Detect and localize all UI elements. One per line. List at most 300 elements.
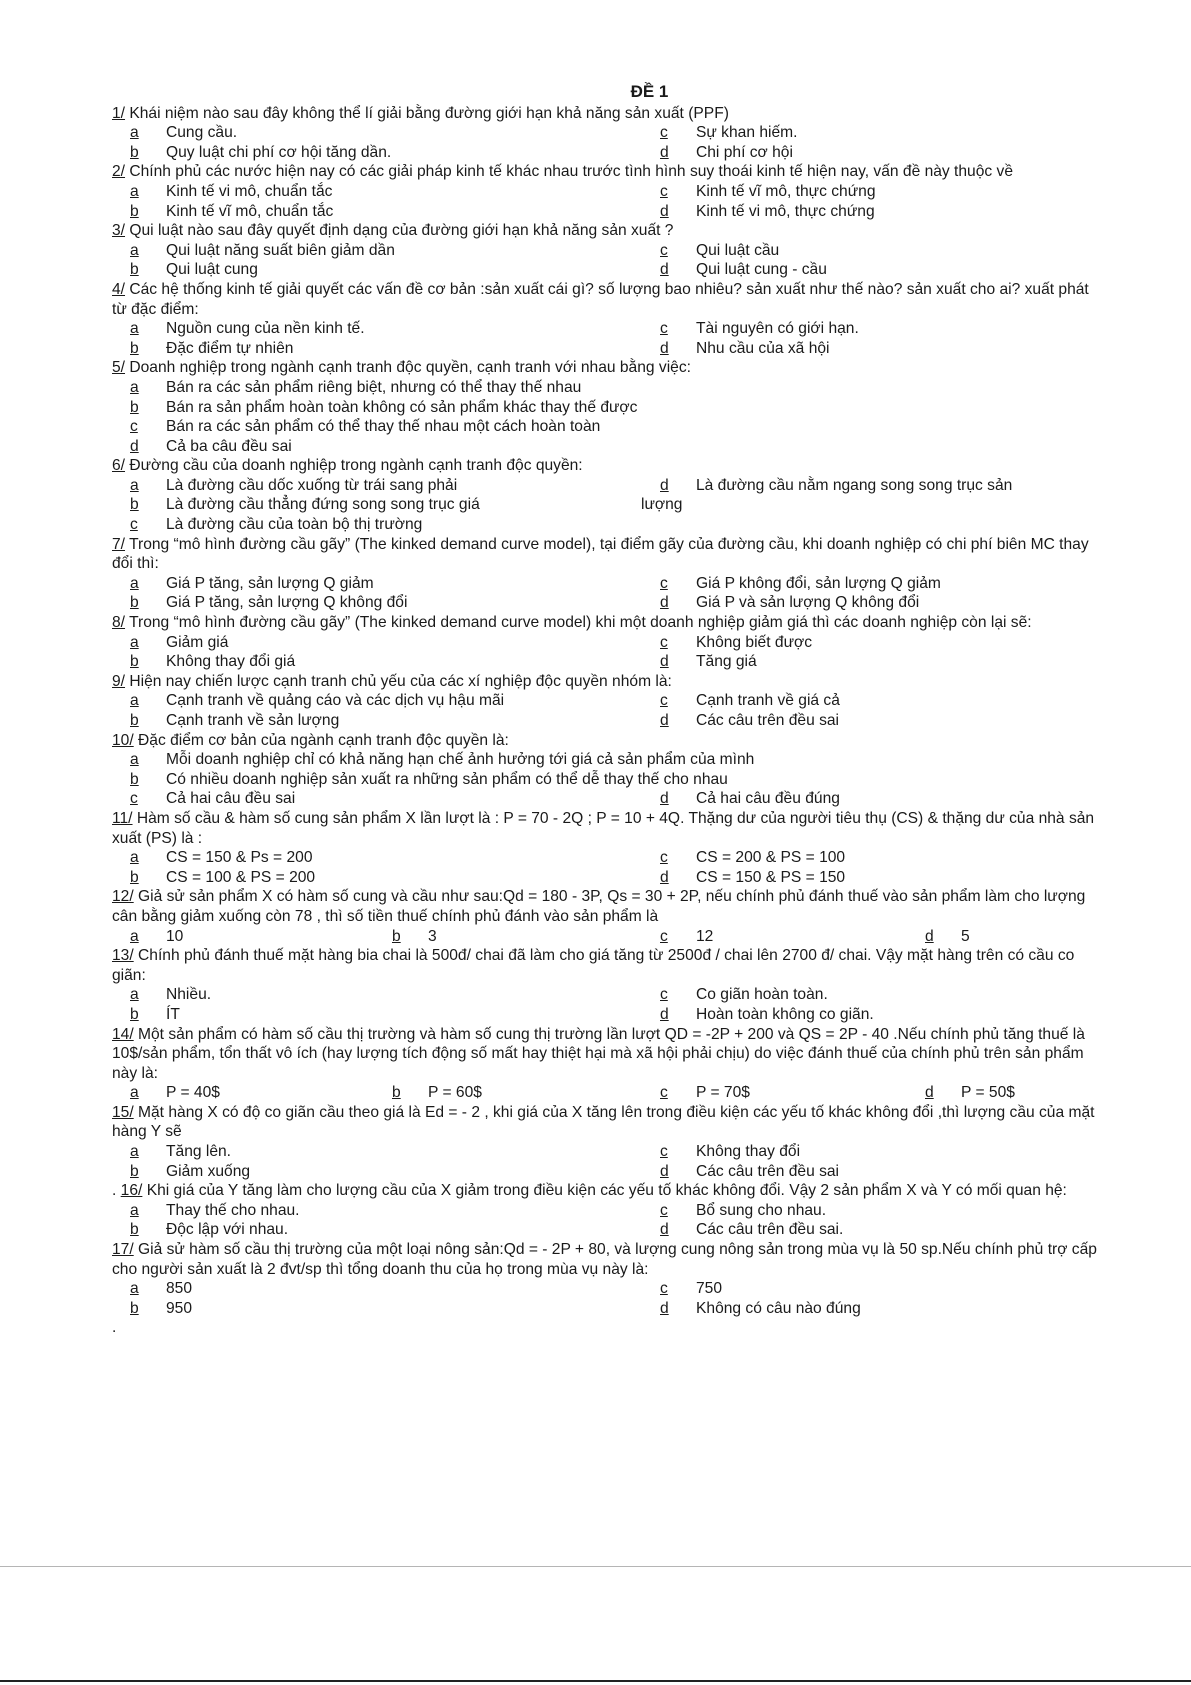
option-text: P = 40$: [166, 1084, 220, 1102]
exam-document: [112, 82, 1107, 1338]
option-d: [660, 202, 875, 222]
option-c: [660, 1142, 800, 1162]
question-number: 4/: [112, 280, 126, 298]
question-stem: [112, 809, 1107, 848]
option-d: [660, 593, 919, 613]
option-b: [130, 1162, 250, 1182]
option-letter: b: [130, 1005, 139, 1023]
option-row: [112, 868, 1107, 888]
option-d: [660, 711, 839, 731]
option-letter: b: [130, 770, 139, 788]
option-d: [660, 1220, 843, 1240]
option-letter: c: [660, 692, 668, 710]
option-letter: d: [660, 1299, 669, 1317]
option-d: [660, 476, 1012, 496]
option-letter: a: [130, 751, 139, 769]
question-number: 7/: [112, 535, 126, 553]
option-letter: d: [660, 1162, 669, 1180]
stem-prefix: .: [112, 1182, 121, 1200]
question-number: 12/: [112, 888, 134, 906]
option-row: [112, 633, 1107, 653]
option-d: [660, 868, 845, 888]
option-text: P = 60$: [428, 1084, 482, 1102]
option-text: 850: [166, 1280, 193, 1298]
option-a: [130, 574, 374, 594]
option-letter: a: [130, 182, 139, 200]
option-letter: d: [660, 261, 669, 279]
option-letter: a: [130, 320, 139, 338]
option-row: [112, 848, 1107, 868]
option-text: Bán ra các sản phẩm riêng biệt, nhưng có thể thay thế nhau: [166, 378, 582, 396]
option-letter: a: [130, 378, 139, 396]
option-text: Là đường cầu thẳng đứng song song trục giá: [166, 496, 480, 514]
option-row: [112, 417, 1107, 437]
option-letter: d: [660, 1221, 669, 1239]
option-a: [130, 691, 504, 711]
option-row: [112, 1299, 1107, 1319]
option-letter: d: [660, 790, 669, 808]
option-b: [130, 868, 315, 888]
option-text: Là đường cầu nằm ngang song song trục sản: [696, 476, 1013, 494]
option-c: [660, 1279, 722, 1299]
option-letter: b: [130, 868, 139, 886]
question-text: Đường cầu của doanh nghiệp trong ngành cạnh tranh độc quyền:: [125, 457, 583, 475]
option-text: Là đường cầu của toàn bộ thị trường: [166, 516, 423, 534]
option-text: Cạnh tranh về sản lượng: [166, 712, 340, 729]
option-b: [130, 711, 339, 731]
question-text: Chính phủ các nước hiện nay có các giải pháp kinh tế khác nhau trước tình hình suy thoái kinh tế hiện nay, vấn đề này thuộc về: [125, 163, 1013, 181]
option-letter: d: [660, 202, 669, 220]
option-letter: a: [130, 986, 139, 1004]
option-c: [660, 1201, 826, 1221]
option-text: Đặc điểm tự nhiên: [166, 339, 294, 357]
option-text: CS = 100 & PS = 200: [166, 868, 316, 886]
option-text: Không biết được: [696, 633, 813, 651]
option-d: [925, 1083, 1015, 1103]
option-letter: b: [392, 1084, 401, 1102]
option-letter: a: [130, 241, 139, 259]
option-text: Qui luật cung - cầu: [696, 261, 827, 279]
option-text: 10: [166, 927, 184, 945]
option-a: [130, 1142, 231, 1162]
option-letter: a: [130, 124, 139, 142]
option-text: Các câu trên đều sai.: [696, 1221, 844, 1239]
option-row: [112, 1279, 1107, 1299]
option-letter: c: [660, 927, 668, 945]
option-text: Kinh tế vĩ mô, chuẩn tắc: [166, 202, 334, 220]
option-c: [660, 691, 840, 711]
option-b: [392, 927, 437, 947]
option-d: [130, 437, 292, 457]
question-text: Giả sử hàm số cầu thị trường của một loại nông sản:Qd = - 2P + 80, và lượng cung nông sản trong mùa vụ là 50 sp.Nếu chính phủ trợ cấp cho người sản xuất là 2 đvt/sp thì tổng doanh thu của họ trong mùa vụ này là:: [112, 1241, 1097, 1278]
question-number: 14/: [112, 1025, 134, 1043]
option-letter: a: [130, 849, 139, 867]
option-text: Kinh tế vi mô, thực chứng: [696, 202, 875, 220]
question-8: [112, 613, 1107, 672]
question-number: 5/: [112, 359, 126, 377]
option-d: [660, 339, 830, 359]
question-number: 11/: [112, 809, 133, 827]
option-letter: c: [660, 849, 668, 867]
option-row: [112, 1083, 1107, 1103]
question-stem: [112, 946, 1107, 985]
option-letter: a: [130, 692, 139, 710]
option-letter: a: [130, 633, 139, 651]
question-number: 8/: [112, 614, 126, 632]
option-letter: c: [660, 241, 668, 259]
option-letter: b: [130, 1162, 139, 1180]
option-letter: d: [660, 476, 669, 494]
question-4: [112, 280, 1107, 358]
question-3: [112, 221, 1107, 280]
question-text: Khi giá của Y tăng làm cho lượng cầu của X giảm trong điều kiện các yếu tố khác không đổi. Vậy 2 sản phẩm X và Y có mối quan hệ:: [142, 1182, 1067, 1200]
question-text: Hàm số cầu & hàm số cung sản phẩm X lần lượt là : P = 70 - 2Q ; P = 10 + 4Q. Thặng dư của người tiêu thụ (CS) & thặng dư của nhà sản xuất (PS) là :: [112, 809, 1095, 847]
option-b: [130, 495, 480, 515]
option-b: [130, 652, 295, 672]
option-b: [130, 1220, 288, 1240]
option-letter: b: [130, 143, 139, 161]
option-b: [130, 398, 637, 418]
option-text: Có nhiều doanh nghiệp sản xuất ra những sản phẩm có thể dễ thay thế cho nhau: [166, 770, 728, 788]
option-a: [130, 750, 754, 770]
option-a: [130, 1279, 192, 1299]
option-c: [660, 319, 859, 339]
option-a: [130, 848, 313, 868]
option-text: Là đường cầu dốc xuống từ trái sang phải: [166, 476, 458, 494]
option-row: [112, 927, 1107, 947]
option-letter: b: [130, 1221, 139, 1239]
question-text: Trong “mô hình đường cầu gãy” (The kinked demand curve model) khi một doanh nghiệp giảm giá thì các doanh nghiệp còn lại sẽ:: [125, 614, 1032, 632]
question-text: Chính phủ đánh thuế mặt hàng bia chai là 500đ/ chai đã làm cho giá tăng từ 2500đ / chai lên 2700 đ/ chai. Vậy mặt hàng trên có cầu co giãn:: [112, 947, 1075, 984]
option-text: Tăng giá: [696, 653, 757, 671]
option-row: [112, 1142, 1107, 1162]
option-letter: c: [130, 790, 138, 808]
option-text: Thay thế cho nhau.: [166, 1201, 300, 1219]
option-c: [660, 848, 845, 868]
option-letter: c: [130, 418, 138, 436]
option-text: Co giãn hoàn toàn.: [696, 986, 828, 1004]
option-letter: a: [130, 1201, 139, 1219]
option-letter: c: [660, 1143, 668, 1161]
option-c: [130, 515, 422, 535]
option-d: [660, 260, 827, 280]
option-a: [130, 1201, 300, 1221]
option-d: [660, 1299, 861, 1319]
option-d: [660, 652, 757, 672]
option-letter: b: [130, 261, 139, 279]
option-text: Sự khan hiếm.: [696, 124, 798, 142]
option-row: [112, 985, 1107, 1005]
option-text: ÍT: [166, 1005, 180, 1023]
option-letter: c: [660, 320, 668, 338]
question-1: [112, 104, 1107, 163]
option-a: [130, 123, 237, 143]
option-text: 3: [428, 927, 437, 945]
option-d: [925, 927, 970, 947]
question-stem: [112, 162, 1107, 182]
option-b: [130, 770, 728, 790]
option-text: P = 50$: [961, 1084, 1015, 1102]
option-d: [660, 143, 793, 163]
option-d: [660, 1005, 874, 1025]
question-stem: [112, 221, 1107, 241]
option-row: [112, 202, 1107, 222]
option-text: Không có câu nào đúng: [696, 1299, 861, 1317]
option-row: [112, 339, 1107, 359]
option-a: [130, 927, 183, 947]
option-letter: c: [660, 574, 668, 592]
option-row: [112, 476, 1107, 496]
question-number: 15/: [112, 1103, 134, 1121]
option-text: Nguồn cung của nền kinh tế.: [166, 320, 365, 338]
option-text: 750: [696, 1280, 723, 1298]
question-number: 1/: [112, 104, 126, 122]
option-row: [112, 789, 1107, 809]
option-a: [130, 476, 457, 496]
option-letter: c: [660, 182, 668, 200]
option-letter: b: [130, 712, 139, 729]
option-row: [112, 652, 1107, 672]
option-letter: d: [660, 143, 669, 161]
option-letter: c: [660, 1201, 668, 1219]
option-b: [130, 1299, 192, 1319]
option-c: [130, 789, 295, 809]
option-text: Qui luật cầu: [696, 241, 780, 259]
option-text: Kinh tế vi mô, chuẩn tắc: [166, 182, 333, 200]
question-number: 13/: [112, 947, 134, 965]
option-text: 5: [961, 927, 970, 945]
option-letter: d: [925, 1084, 934, 1102]
question-stem: [112, 456, 1107, 476]
option-row: [112, 319, 1107, 339]
option-a: [130, 319, 365, 339]
option-letter: d: [925, 927, 934, 945]
option-letter: c: [130, 516, 138, 534]
option-c: [130, 417, 600, 437]
option-a: [130, 182, 332, 202]
option-row: [112, 515, 1107, 535]
option-row: [112, 1201, 1107, 1221]
question-14: [112, 1025, 1107, 1103]
option-letter: b: [130, 398, 139, 416]
option-row: [112, 1005, 1107, 1025]
option-b: [130, 143, 391, 163]
option-row: [112, 241, 1107, 261]
question-stem: [112, 672, 1107, 692]
option-b: [130, 260, 258, 280]
question-number: 16/: [120, 1182, 143, 1200]
question-10: [112, 731, 1107, 809]
option-row: [112, 1162, 1107, 1182]
question-17: [112, 1240, 1107, 1318]
question-stem: [112, 1181, 1107, 1201]
question-6: [112, 456, 1107, 534]
option-b: [130, 339, 293, 359]
question-16: [112, 1181, 1107, 1240]
question-number: 3/: [112, 222, 126, 240]
option-text: Độc lập với nhau.: [166, 1221, 289, 1239]
option-text: Kinh tế vĩ mô, thực chứng: [696, 182, 876, 200]
option-c: [660, 1083, 750, 1103]
option-text: Quy luật chi phí cơ hội tăng dần.: [166, 143, 392, 161]
option-d: [660, 789, 840, 809]
option-text: Các câu trên đều sai: [696, 1162, 840, 1180]
option-letter: b: [392, 927, 401, 945]
option-letter: a: [130, 927, 139, 945]
option-text: Cạnh tranh về quảng cáo và các dịch vụ hậu mãi: [166, 692, 505, 710]
option-letter: b: [130, 594, 139, 612]
exam-title: ĐỀ 1: [630, 82, 669, 101]
question-stem: [112, 535, 1107, 574]
question-12: [112, 887, 1107, 946]
option-letter: c: [660, 633, 668, 651]
option-a: [130, 1083, 220, 1103]
option-letter: a: [130, 1084, 139, 1102]
option-a: [130, 985, 211, 1005]
option-text: Cạnh tranh về giá cả: [696, 692, 840, 710]
option-b: [130, 1005, 180, 1025]
option-text: Giá P tăng, sản lượng Q không đổi: [166, 594, 408, 612]
option-letter: d: [660, 712, 669, 729]
option-text: Cả hai câu đều sai: [166, 790, 296, 808]
option-text: Qui luật cung: [166, 261, 258, 279]
option-letter: c: [660, 1280, 668, 1298]
option-letter: d: [660, 594, 669, 612]
question-text: Các hệ thống kinh tế giải quyết các vấn đề cơ bản :sản xuất cái gì? số lượng bao nhiêu? sản xuất như thế nào? sản xuất cho ai? xuất phát từ đặc điểm:: [112, 280, 1089, 318]
option-letter: a: [130, 1143, 139, 1161]
page-bottom-rule: [0, 1680, 1191, 1682]
question-number: 17/: [112, 1241, 134, 1259]
option-text: Chi phí cơ hội: [696, 143, 793, 161]
option-text: P = 70$: [696, 1084, 750, 1102]
option-text: CS = 150 & Ps = 200: [166, 849, 313, 867]
option-c: [660, 927, 713, 947]
option-letter: b: [130, 202, 139, 220]
option-c: [660, 633, 812, 653]
option-letter: c: [660, 124, 668, 142]
option-row: [112, 182, 1107, 202]
option-row: [112, 495, 1107, 515]
option-c: [660, 574, 941, 594]
question-11: [112, 809, 1107, 887]
option-text: Giá P tăng, sản lượng Q giảm: [166, 574, 374, 592]
question-2: [112, 162, 1107, 221]
option-text: Bổ sung cho nhau.: [696, 1201, 827, 1219]
option-text: Giảm giá: [166, 633, 229, 651]
option-letter: d: [130, 437, 139, 455]
option-c: [660, 985, 828, 1005]
question-text: Hiện nay chiến lược cạnh tranh chủ yếu của các xí nghiệp độc quyền nhóm là:: [125, 672, 672, 690]
option-letter: d: [660, 868, 669, 886]
option-letter: b: [130, 653, 139, 671]
option-text: Giá P không đổi, sản lượng Q giảm: [696, 574, 941, 592]
option-row: [112, 398, 1107, 418]
question-text: Doanh nghiệp trong ngành cạnh tranh độc quyền, cạnh tranh với nhau bằng việc:: [125, 359, 691, 377]
question-stem: [112, 104, 1107, 124]
trailing-dot: .: [112, 1319, 117, 1337]
option-text: Giảm xuống: [166, 1162, 251, 1180]
question-text: Mặt hàng X có độ co giãn cầu theo giá là Ed = - 2 , khi giá của X tăng lên trong điều kiện các yếu tố khác không đổi ,thì lượng cầu của mặt hàng Y sẽ: [112, 1103, 1095, 1141]
page-divider: [0, 1566, 1191, 1567]
option-row: [112, 574, 1107, 594]
option-text: CS = 200 & PS = 100: [696, 849, 846, 867]
option-row: [112, 143, 1107, 163]
question-stem: [112, 1240, 1107, 1279]
option-a: [130, 241, 395, 261]
option-text: Tăng lên.: [166, 1143, 232, 1161]
option-text: Mỗi doanh nghiệp chỉ có khả năng hạn chế ảnh hưởng tới giá cả sản phẩm của mình: [166, 751, 755, 769]
option-row: [112, 711, 1107, 731]
question-list: [112, 104, 1107, 1319]
question-number: 9/: [112, 672, 126, 690]
question-stem: [112, 887, 1107, 926]
option-letter: a: [130, 574, 139, 592]
option-text: Giá P và sản lượng Q không đổi: [696, 594, 920, 612]
question-stem: [112, 613, 1107, 633]
option-letter: d: [660, 653, 669, 671]
option-letter: c: [660, 1084, 668, 1102]
option-row: [112, 750, 1107, 770]
question-stem: [112, 358, 1107, 378]
question-text: Một sản phẩm có hàm số cầu thị trường và hàm số cung thị trường lần lượt QD = -2P + 200 và QS = 2P - 40 .Nếu chính phủ tăng thuế là 10$/sản phẩm, tổn thất vô ích (hay lượng tích động số mất hay thiệt hại mà xã hội phải chịu) do việc đánh thuế của chính phủ trên sản phẩm này là:: [112, 1025, 1085, 1082]
option-row: [112, 593, 1107, 613]
option-letter: b: [130, 339, 139, 357]
option-d-continuation: lượng: [641, 496, 683, 514]
question-stem: [112, 1025, 1107, 1084]
option-text: Tài nguyên có giới hạn.: [696, 320, 859, 338]
question-number: 6/: [112, 457, 126, 475]
option-text: Hoàn toàn không co giãn.: [696, 1005, 874, 1023]
option-text: Qui luật năng suất biên giảm dần: [166, 241, 395, 259]
question-stem: [112, 731, 1107, 751]
question-15: [112, 1103, 1107, 1181]
option-b: [130, 202, 333, 222]
option-c: [660, 182, 876, 202]
option-c: [660, 123, 797, 143]
option-row: [112, 770, 1107, 790]
option-d: [660, 1162, 839, 1182]
option-letter: b: [130, 496, 139, 514]
option-text: Không thay đổi giá: [166, 653, 296, 671]
option-row: [112, 260, 1107, 280]
option-text: 12: [696, 927, 714, 945]
option-letter: d: [660, 1005, 669, 1023]
question-number: 10/: [112, 731, 134, 749]
option-letter: b: [130, 1299, 139, 1317]
option-row: [112, 378, 1107, 398]
option-b: [130, 593, 407, 613]
option-b: [392, 1083, 482, 1103]
option-text: Cả ba câu đều sai: [166, 437, 292, 455]
option-letter: a: [130, 476, 139, 494]
option-a: [130, 378, 581, 398]
option-letter: a: [130, 1280, 139, 1298]
option-row: [112, 1220, 1107, 1240]
option-text: Cung cầu.: [166, 124, 238, 142]
question-text: Giả sử sản phẩm X có hàm số cung và cầu như sau:Qd = 180 - 3P, Qs = 30 + 2P, nếu chính phủ đánh thuế vào sản phẩm làm cho lượng cân bằng giảm xuống còn 78 , thì số tiền thuế chính phủ đánh vào sản phẩm là: [112, 888, 1086, 925]
question-9: [112, 672, 1107, 731]
question-stem: [112, 280, 1107, 319]
option-text: Các câu trên đều sai: [696, 712, 840, 729]
question-13: [112, 946, 1107, 1024]
question-number: 2/: [112, 163, 126, 181]
option-text: Bán ra sản phẩm hoàn toàn không có sản phẩm khác thay thế được: [166, 398, 638, 416]
question-5: [112, 358, 1107, 456]
option-text: Nhu cầu của xã hội: [696, 339, 830, 357]
question-text: Khái niệm nào sau đây không thể lí giải bằng đường giới hạn khả năng sản xuất (PPF): [125, 104, 729, 122]
option-c: [660, 241, 779, 261]
option-a: [130, 633, 228, 653]
